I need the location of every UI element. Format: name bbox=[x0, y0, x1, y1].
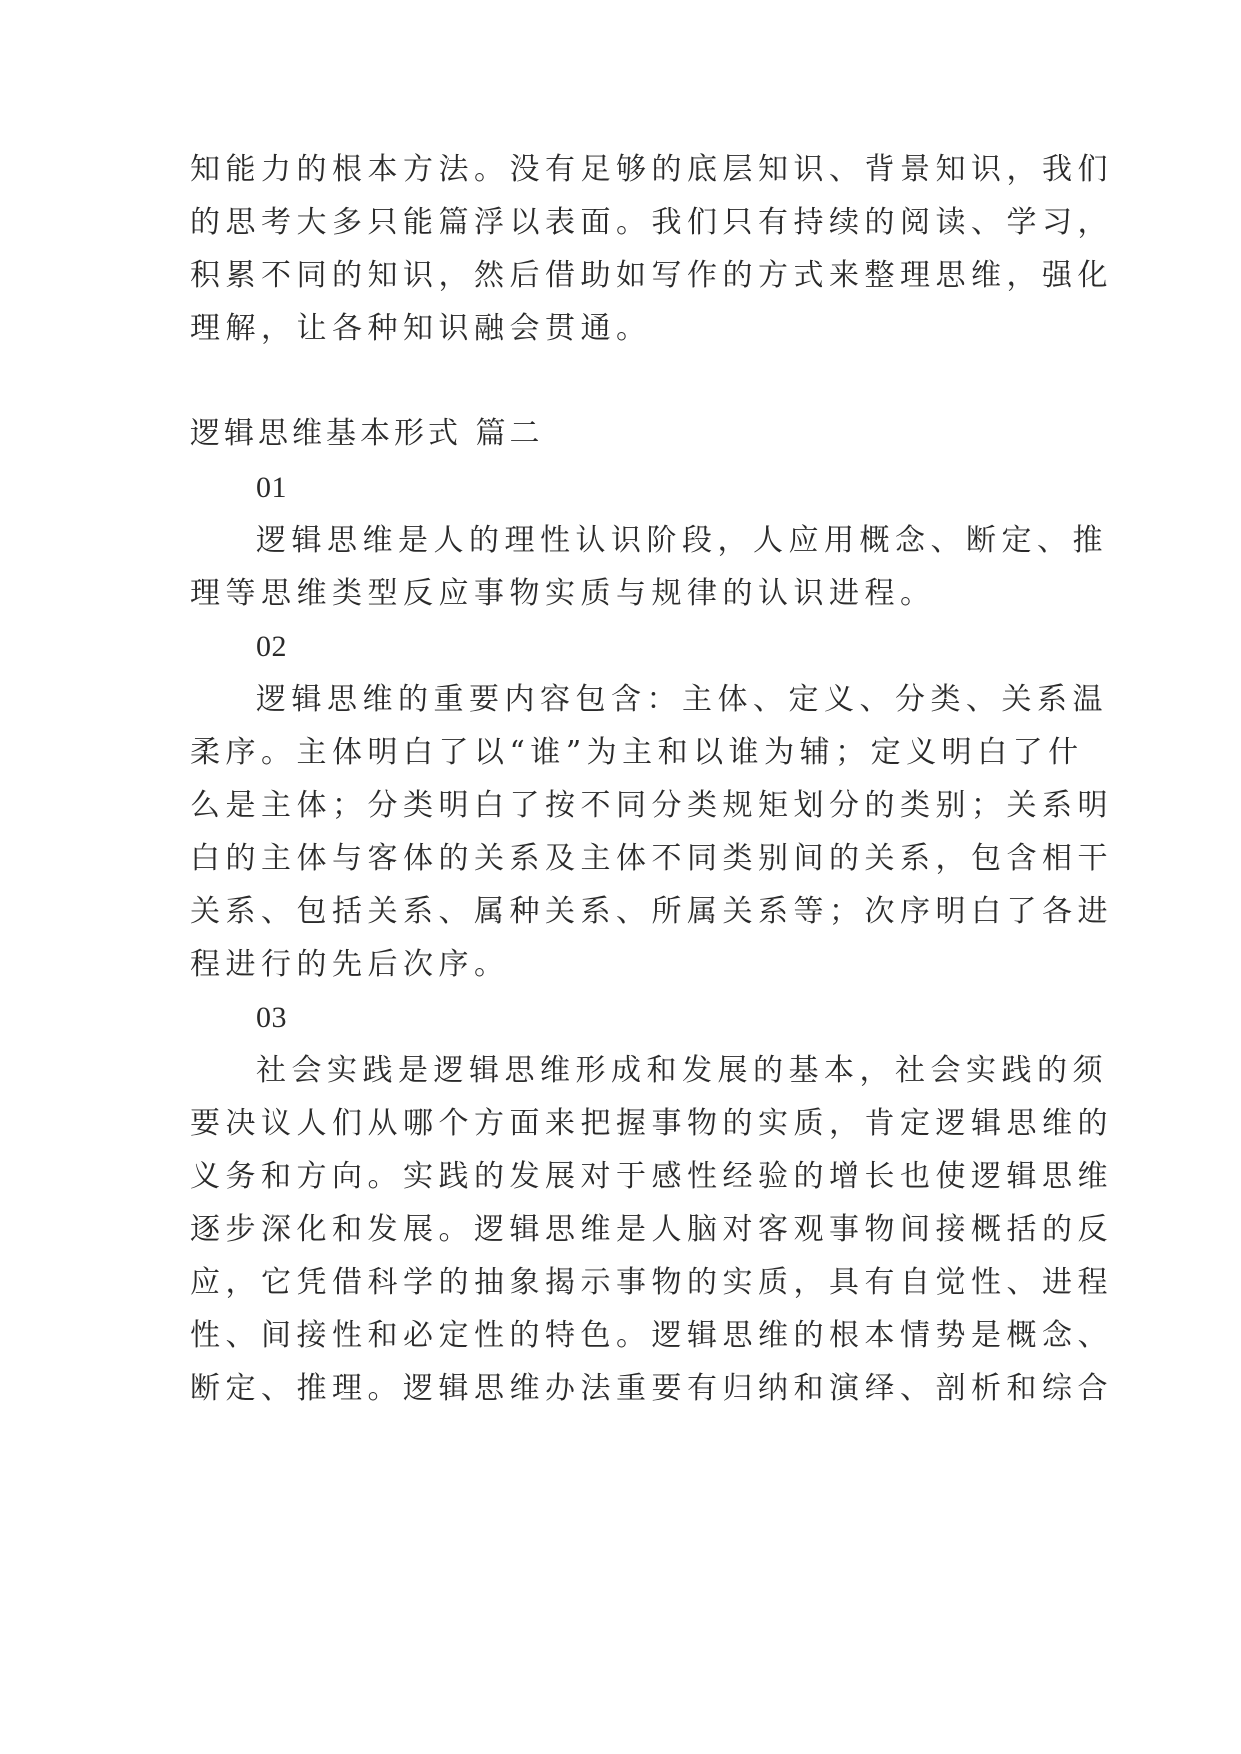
intro-line: 知能力的根本方法。没有足够的底层知识、背景知识，我们 bbox=[190, 152, 1113, 187]
paragraph-line: 逐步深化和发展。逻辑思维是人脑对客观事物间接概括的反 bbox=[190, 1212, 1113, 1247]
intro-line: 积累不同的知识，然后借助如写作的方式来整理思维，强化 bbox=[190, 258, 1113, 293]
item-number: 02 bbox=[256, 630, 287, 663]
paragraph-line: 应，它凭借科学的抽象揭示事物的实质，具有自觉性、进程 bbox=[190, 1265, 1113, 1300]
section-title: 逻辑思维基本形式 篇二 bbox=[190, 416, 544, 451]
paragraph-line: 么是主体；分类明白了按不同分类规矩划分的类别；关系明 bbox=[190, 788, 1113, 823]
paragraph-line: 断定、推理。逻辑思维办法重要有归纳和演绎、剖析和综合 bbox=[190, 1371, 1113, 1406]
intro-line: 理解，让各种知识融会贯通。 bbox=[190, 311, 652, 346]
paragraph-line: 白的主体与客体的关系及主体不同类别间的关系，包含相干 bbox=[190, 841, 1113, 876]
intro-line: 的思考大多只能篇浮以表面。我们只有持续的阅读、学习， bbox=[190, 205, 1113, 240]
paragraph-line: 社会实践是逻辑思维形成和发展的基本，社会实践的须 bbox=[256, 1053, 1108, 1088]
paragraph-line: 要决议人们从哪个方面来把握事物的实质，肯定逻辑思维的 bbox=[190, 1106, 1113, 1141]
paragraph-line: 柔序。主体明白了以“谁”为主和以谁为辅；定义明白了什 bbox=[190, 735, 1084, 770]
paragraph-line: 义务和方向。实践的发展对于感性经验的增长也使逻辑思维 bbox=[190, 1159, 1113, 1194]
paragraph-line: 关系、包括关系、属种关系、所属关系等；次序明白了各进 bbox=[190, 894, 1113, 929]
paragraph-line: 理等思维类型反应事物实质与规律的认识进程。 bbox=[190, 576, 936, 611]
item-number: 01 bbox=[256, 471, 287, 504]
paragraph-line: 逻辑思维是人的理性认识阶段，人应用概念、断定、推 bbox=[256, 523, 1108, 558]
item-number: 03 bbox=[256, 1001, 287, 1034]
paragraph-line: 性、间接性和必定性的特色。逻辑思维的根本情势是概念、 bbox=[190, 1318, 1113, 1353]
paragraph-line: 逻辑思维的重要内容包含：主体、定义、分类、关系温 bbox=[256, 682, 1108, 717]
paragraph-line: 程进行的先后次序。 bbox=[190, 947, 510, 982]
